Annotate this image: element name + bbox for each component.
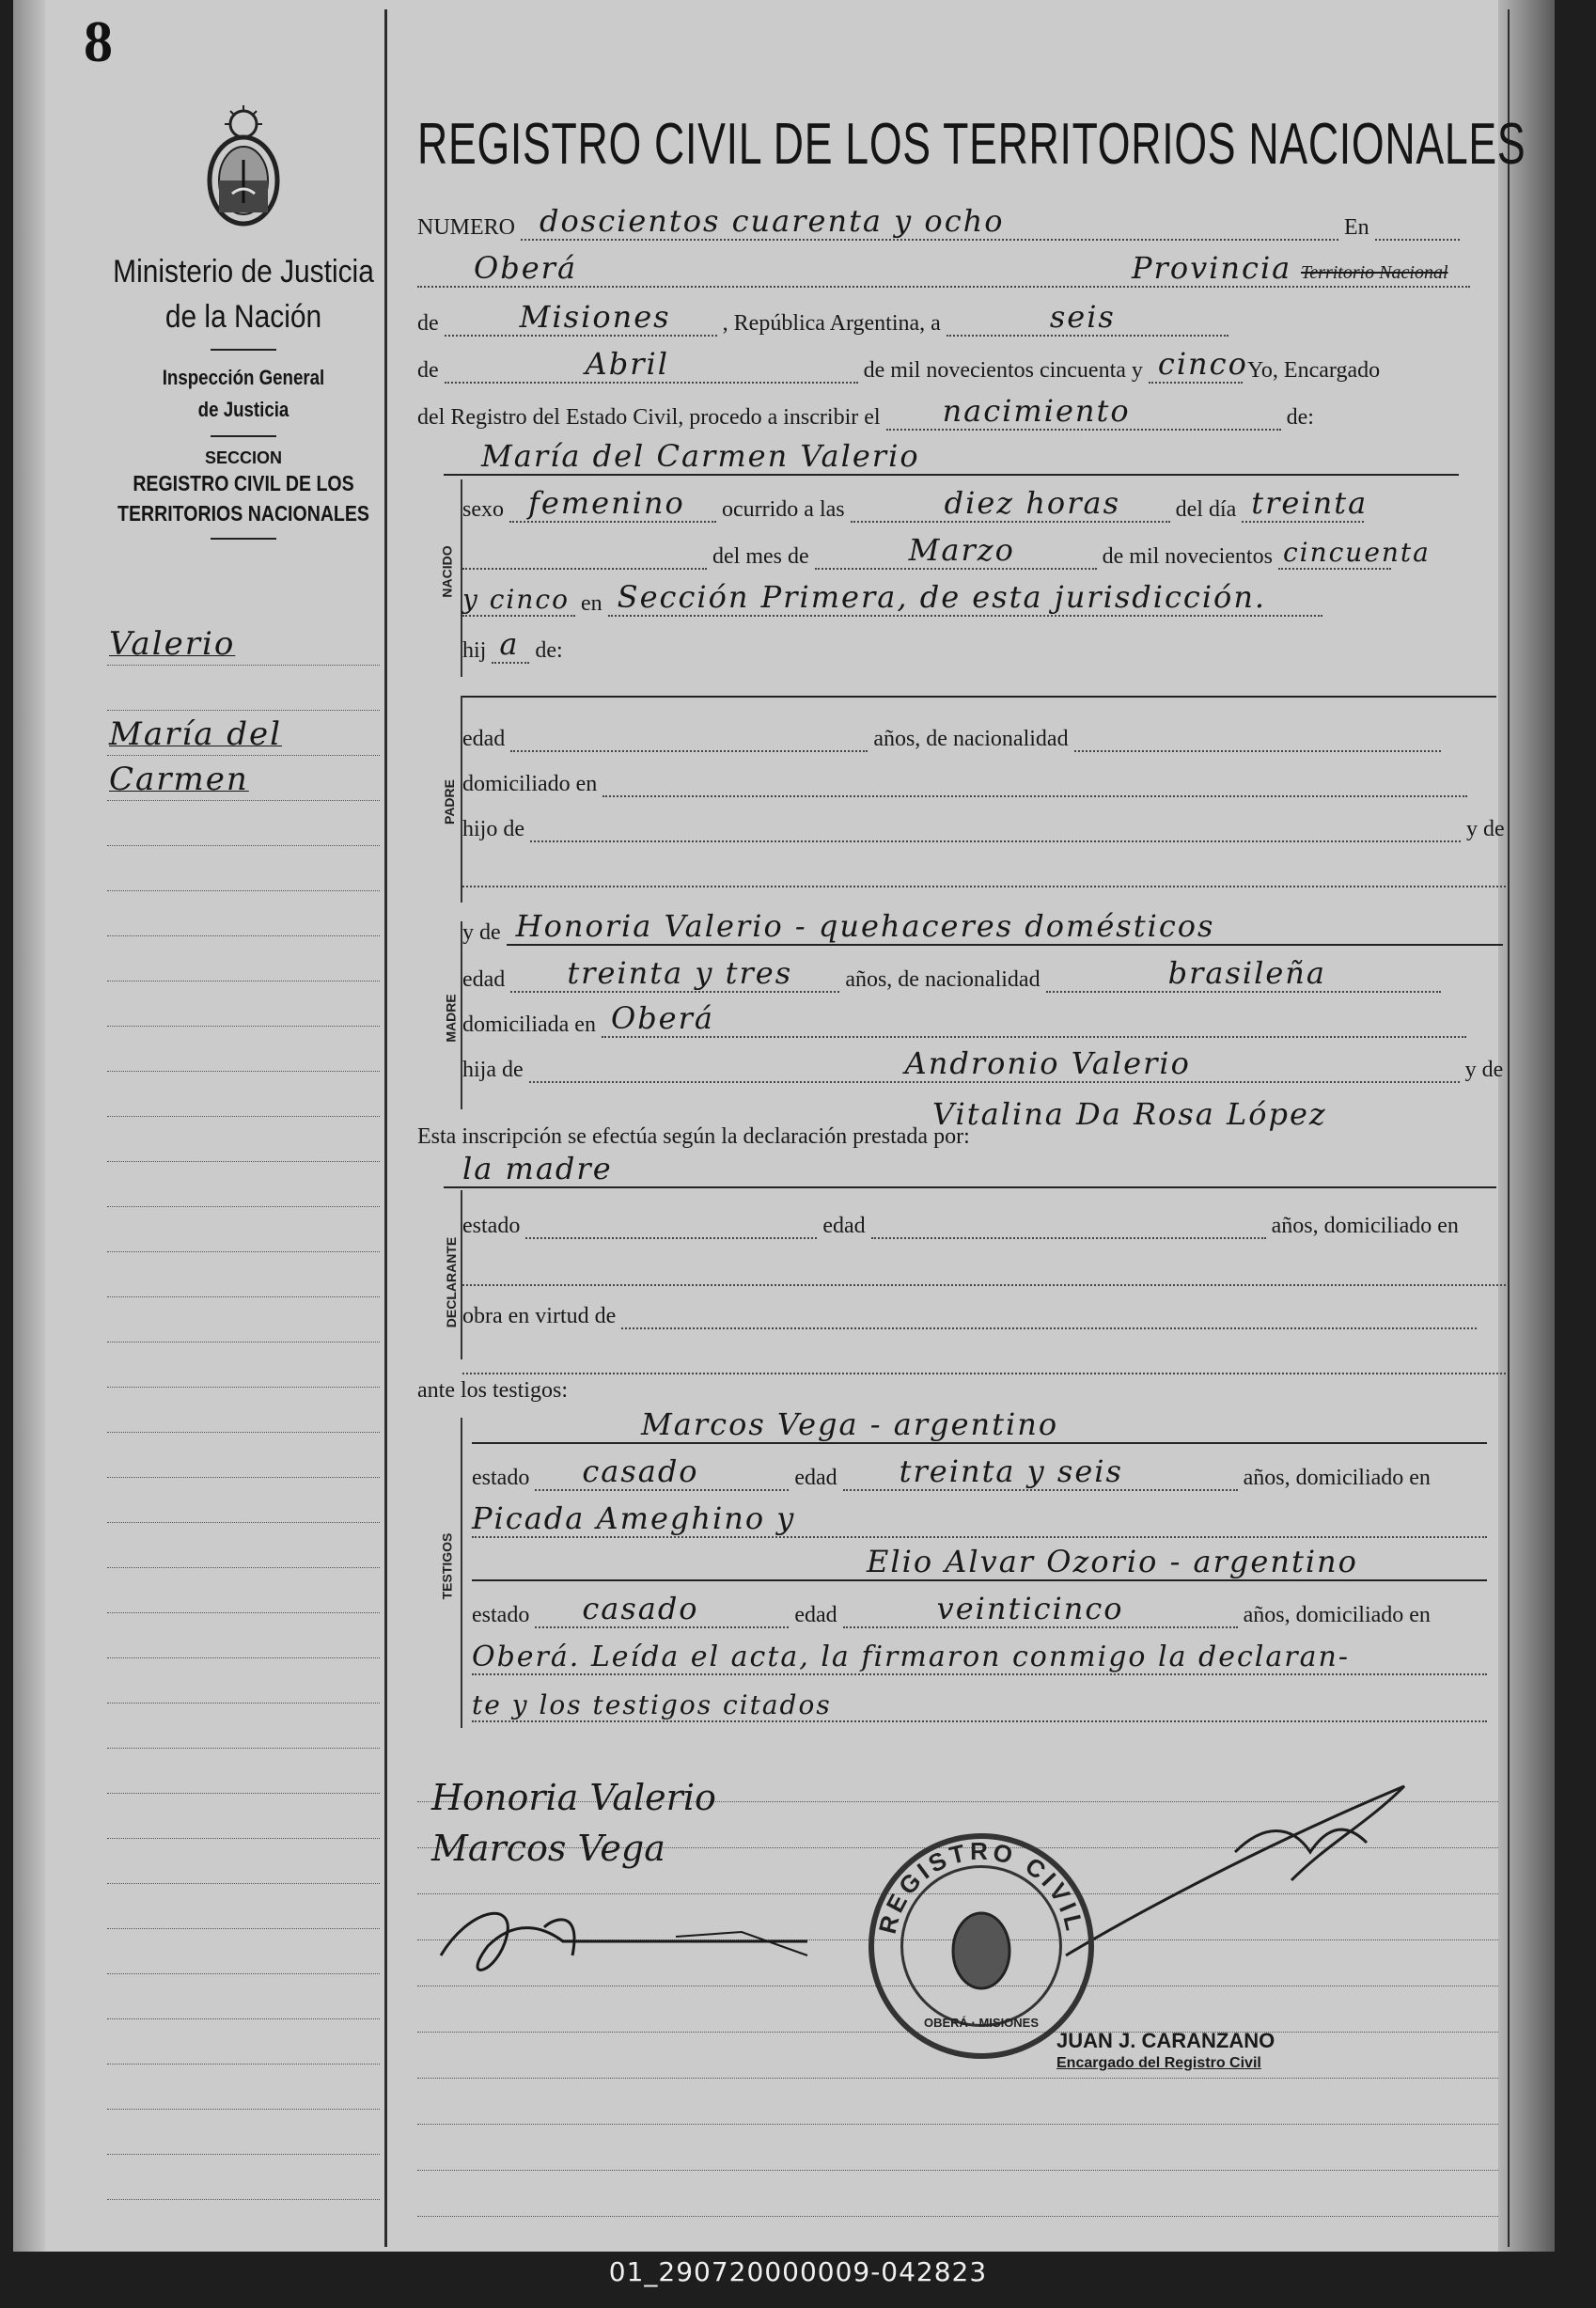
- del-dia-text: del día: [1175, 497, 1237, 522]
- t1-nombre: Marcos Vega - argentino: [641, 1406, 1059, 1442]
- mes-value: Abril: [585, 346, 670, 382]
- declarante-estado: estado: [462, 1214, 521, 1238]
- margin-line: [107, 1478, 380, 1523]
- page-spine: [13, 0, 45, 2252]
- ocurrido-text: ocurrido a las: [722, 497, 845, 522]
- t2-nombre-field: [472, 1544, 1487, 1581]
- madre-nac-field: [1046, 955, 1441, 993]
- ante-testigos: ante los testigos:: [417, 1378, 568, 1403]
- margin-line: [107, 1839, 380, 1884]
- t1-domicilio: Picada Ameghino y: [472, 1500, 796, 1536]
- margin-line: [107, 2155, 380, 2200]
- margin-surname: Valerio: [109, 625, 236, 663]
- document-page: [13, 0, 1555, 2252]
- section-madre: [434, 903, 1504, 1132]
- en-label: En: [1344, 215, 1369, 240]
- t2-estado-label: estado: [472, 1603, 530, 1627]
- sexo-value: femenino: [528, 485, 685, 521]
- provincia-nombre-field: [445, 299, 717, 337]
- madre-y-de-2: y de: [1464, 1058, 1504, 1082]
- t1-estado-label: estado: [472, 1466, 530, 1490]
- padre-nac-field: [1074, 726, 1441, 752]
- de-label-2: de: [417, 358, 439, 383]
- provincia-nombre: Misiones: [519, 299, 671, 335]
- margin-line: [107, 711, 380, 756]
- page-edge-shadow: [1498, 0, 1555, 2252]
- madre-nac-value: brasileña: [1167, 955, 1326, 991]
- inspeccion-line-2: de Justicia: [197, 398, 289, 421]
- mil-novecientos-text: de mil novecientos cincuenta y: [863, 358, 1143, 383]
- section-padre: [434, 686, 1505, 903]
- margin-line: [107, 2019, 380, 2065]
- section-declarante: [434, 1171, 1496, 1359]
- margin-line: [107, 1207, 380, 1252]
- acto-field: [886, 393, 1281, 431]
- declarante-anios-dom: años, domiciliado en: [1271, 1214, 1459, 1238]
- madre-nombre-field: [507, 908, 1503, 946]
- t2-domicilio: Oberá. Leída el acta, la firmaron conmigo la declaran-: [472, 1641, 1350, 1673]
- declarante-edad-field: [871, 1213, 1266, 1239]
- section-testigos: [434, 1406, 1496, 1728]
- margin-name-1: María del: [109, 715, 283, 753]
- declarante-blank-field: [462, 1260, 1506, 1286]
- official-title: Encargado del Registro Civil: [1056, 2055, 1261, 2071]
- anio-cont-value: y cinco: [462, 584, 570, 615]
- margin-name-2: Carmen: [109, 761, 249, 798]
- margin-line: [107, 1974, 380, 2019]
- declarante-obra-field: [621, 1303, 1477, 1329]
- anio-nac-field: [1278, 537, 1431, 570]
- lugar-value: Oberá: [474, 250, 578, 286]
- declarante-nombre: la madre: [462, 1151, 613, 1186]
- footer-image-id: 01_290720000009-042823: [608, 2256, 988, 2287]
- margin-line: [107, 1704, 380, 1749]
- padre-blank-field: [462, 861, 1506, 887]
- signature-testigo: Marcos Vega: [431, 1828, 665, 1869]
- margin-line: [107, 1929, 380, 1974]
- t2-estado: casado: [582, 1591, 699, 1626]
- testigos-label: TESTIGOS: [439, 1532, 455, 1600]
- right-divider: [1508, 9, 1510, 2247]
- dia-field: [1242, 485, 1369, 523]
- t2-estado-field: [535, 1591, 789, 1628]
- lugar-nac-value: Sección Primera, de esta jurisdicción.: [617, 579, 1267, 615]
- signature-rule: [417, 2171, 1498, 2217]
- numero-value: doscientos cuarenta y ocho: [540, 203, 1005, 239]
- padre-edad-field: [510, 726, 868, 752]
- mes-nac-field: [815, 532, 1097, 570]
- padre-edad-label: edad: [462, 727, 506, 751]
- de-colon: de:: [1286, 405, 1314, 430]
- nacido-label: NACIDO: [439, 545, 455, 598]
- declarante-label: DECLARANTE: [444, 1236, 460, 1328]
- nombre-value: María del Carmen Valerio: [481, 438, 920, 474]
- en-field: [1375, 214, 1460, 241]
- signature-encargado-scribble: [1047, 1767, 1442, 1974]
- margin-line: [107, 1658, 380, 1704]
- madre-hija-de-label: hija de: [462, 1058, 524, 1082]
- hij-label: hij: [462, 638, 487, 663]
- anio-field: [1149, 346, 1248, 384]
- padre-hijo-de-field: [530, 816, 1461, 842]
- form-title: REGISTRO CIVIL DE LOS TERRITORIOS NACIONALES: [417, 112, 1526, 177]
- margin-line: [107, 891, 380, 936]
- margin-line: [107, 1027, 380, 1072]
- de-label: de: [417, 311, 439, 336]
- margin-line: [107, 666, 380, 711]
- margin-line: [107, 1252, 380, 1297]
- signature-rule: [417, 2079, 1498, 2125]
- argentina-crest-icon: [196, 103, 290, 235]
- registro-text: del Registro del Estado Civil, procedo a inscribir el: [417, 405, 881, 430]
- t2-edad-field: [843, 1591, 1238, 1628]
- stamp-sub: OBERÁ · MISIONES: [923, 2016, 1040, 2030]
- madre-edad-label: edad: [462, 967, 506, 992]
- declaracion-text: Esta inscripción se efectúa según la declaración prestada por:: [417, 1124, 970, 1149]
- signature-madre: Honoria Valerio: [431, 1777, 716, 1818]
- section-rule: [461, 1418, 462, 1728]
- t1-domicilio-field: [472, 1500, 1487, 1538]
- hij-field: [492, 626, 529, 664]
- t1-edad-field: [843, 1453, 1238, 1491]
- signature-testigo-2-scribble: [431, 1890, 826, 1993]
- ministry-line-1: Ministerio de Justicia: [113, 254, 374, 290]
- madre-madre-nombre: Vitalina Da Rosa López: [932, 1096, 1327, 1132]
- hij-value: a: [499, 626, 520, 662]
- margin-line: [107, 981, 380, 1027]
- dia-nac-value: treinta: [1251, 485, 1369, 521]
- margin-line: [107, 1388, 380, 1433]
- declarante-edad: edad: [822, 1214, 866, 1238]
- t2-domicilio-field: [472, 1641, 1487, 1675]
- territorio-struck: Territorio Nacional: [1301, 262, 1448, 283]
- margin-line: [107, 1613, 380, 1658]
- t2-anios-dom: años, domiciliado en: [1243, 1603, 1431, 1627]
- padre-domiciliado-label: domiciliado en: [462, 772, 598, 796]
- signature-rule: [417, 2125, 1498, 2171]
- margin-line: [107, 1749, 380, 1794]
- margin-name-lines: [107, 620, 380, 2200]
- del-mes-text: del mes de: [712, 544, 809, 569]
- madre-hija-de-field: [529, 1045, 1460, 1083]
- de-colon-2: de:: [535, 638, 563, 663]
- madre-padre-nombre: Andronio Valerio: [904, 1045, 1191, 1081]
- padre-y-de: y de: [1466, 817, 1505, 841]
- t1-edad: treinta y seis: [899, 1453, 1123, 1489]
- lugar-field: [417, 250, 1470, 288]
- section-top-rule: [462, 696, 1496, 698]
- official-name: JUAN J. CARANZANO: [1056, 2029, 1275, 2052]
- sexo-field: [509, 485, 716, 523]
- margin-line: [107, 1072, 380, 1117]
- margin-line: [107, 620, 380, 666]
- registro-sec-line-2: TERRITORIOS NACIONALES: [117, 501, 369, 526]
- numero-label: NUMERO: [417, 215, 516, 240]
- main-form: [406, 111, 1526, 1720]
- rule: [211, 538, 276, 540]
- margin-line: [107, 1162, 380, 1207]
- anio-nac-value: cincuenta: [1282, 537, 1431, 568]
- margin-line: [107, 1433, 380, 1478]
- ministry-line-2: de la Nación: [164, 299, 322, 335]
- stamp-text: REGISTRO CIVIL: [872, 1836, 1090, 1937]
- margin-line: [107, 1794, 380, 1839]
- madre-domicilio-field: [602, 1000, 1466, 1038]
- blank-field: [462, 543, 707, 570]
- signature-rule: [417, 2217, 1498, 2252]
- t1-nombre-field: [472, 1406, 1487, 1444]
- t1-anios-dom: años, domiciliado en: [1243, 1466, 1431, 1490]
- numero-field: [521, 203, 1338, 241]
- section-nacido: [434, 461, 1496, 686]
- t2-cont: te y los testigos citados: [472, 1689, 832, 1720]
- declarante-blank-field-2: [462, 1348, 1506, 1374]
- margin-line: [107, 1568, 380, 1613]
- t2-cont-field: [472, 1689, 1487, 1722]
- madre-edad-field: [510, 955, 839, 993]
- rule: [211, 435, 276, 437]
- margin-line: [107, 756, 380, 801]
- madre-anios-nac: años, de nacionalidad: [845, 967, 1041, 992]
- rule: [211, 349, 276, 351]
- hora-value: diez horas: [944, 485, 1120, 521]
- margin-line: [107, 1117, 380, 1162]
- anio-value: cinco: [1157, 346, 1248, 382]
- page-number: 8: [84, 10, 113, 74]
- margin-line: [107, 801, 380, 846]
- hora-field: [851, 485, 1170, 523]
- margin-line: [107, 2065, 380, 2110]
- margin-line: [107, 1884, 380, 1929]
- t2-nombre: Elio Alvar Ozorio - argentino: [867, 1544, 1358, 1579]
- dia-field: [947, 299, 1228, 337]
- margin-line: [107, 1297, 380, 1342]
- mes-nac-value: Marzo: [908, 532, 1015, 568]
- seccion-label: SECCION: [204, 448, 282, 467]
- acto-value: nacimiento: [942, 393, 1131, 429]
- madre-edad-value: treinta y tres: [567, 955, 793, 991]
- margin-line: [107, 846, 380, 891]
- yo-encargado-text: Yo, Encargado: [1247, 358, 1381, 383]
- madre-domicilio-value: Oberá: [610, 1000, 714, 1036]
- provincia-value: Provincia: [1132, 250, 1292, 286]
- stamp-text-ring: [868, 1833, 1094, 2059]
- lugar-nac-field: [608, 579, 1322, 617]
- left-margin-header: [88, 103, 399, 549]
- inspeccion-line-1: Inspección General: [162, 366, 325, 389]
- republica-text: , República Argentina, a: [722, 311, 941, 336]
- margin-line: [107, 936, 380, 981]
- mes-field: [445, 346, 858, 384]
- t2-edad: veinticinco: [936, 1591, 1124, 1626]
- padre-label: PADRE: [441, 779, 457, 824]
- margin-line: [107, 2110, 380, 2155]
- mil-nov-text: de mil novecientos: [1102, 544, 1273, 569]
- dia-value: seis: [1049, 299, 1116, 335]
- margin-line: [107, 1342, 380, 1388]
- t1-estado: casado: [582, 1453, 699, 1489]
- t2-edad-label: edad: [794, 1603, 837, 1627]
- madre-nombre: Honoria Valerio - quehaceres domésticos: [515, 908, 1215, 944]
- margin-line: [107, 1523, 380, 1568]
- anio-cont-field: [462, 584, 575, 617]
- padre-domicilio-field: [602, 771, 1467, 797]
- sexo-label: sexo: [462, 497, 504, 522]
- padre-anios-nac: años, de nacionalidad: [873, 727, 1069, 751]
- t1-edad-label: edad: [794, 1466, 837, 1490]
- declarante-estado-field: [525, 1213, 817, 1239]
- declarante-obra: obra en virtud de: [462, 1304, 617, 1328]
- registro-sec-line-1: REGISTRO CIVIL DE LOS: [133, 471, 354, 495]
- en-text: en: [581, 591, 602, 616]
- madre-domiciliada-label: domiciliada en: [462, 1013, 596, 1037]
- madre-y-de: y de: [462, 920, 501, 945]
- padre-hijo-de-label: hijo de: [462, 817, 524, 841]
- registro-civil-stamp: [868, 1833, 1094, 2059]
- t1-estado-field: [535, 1453, 789, 1491]
- madre-label: MADRE: [443, 994, 459, 1043]
